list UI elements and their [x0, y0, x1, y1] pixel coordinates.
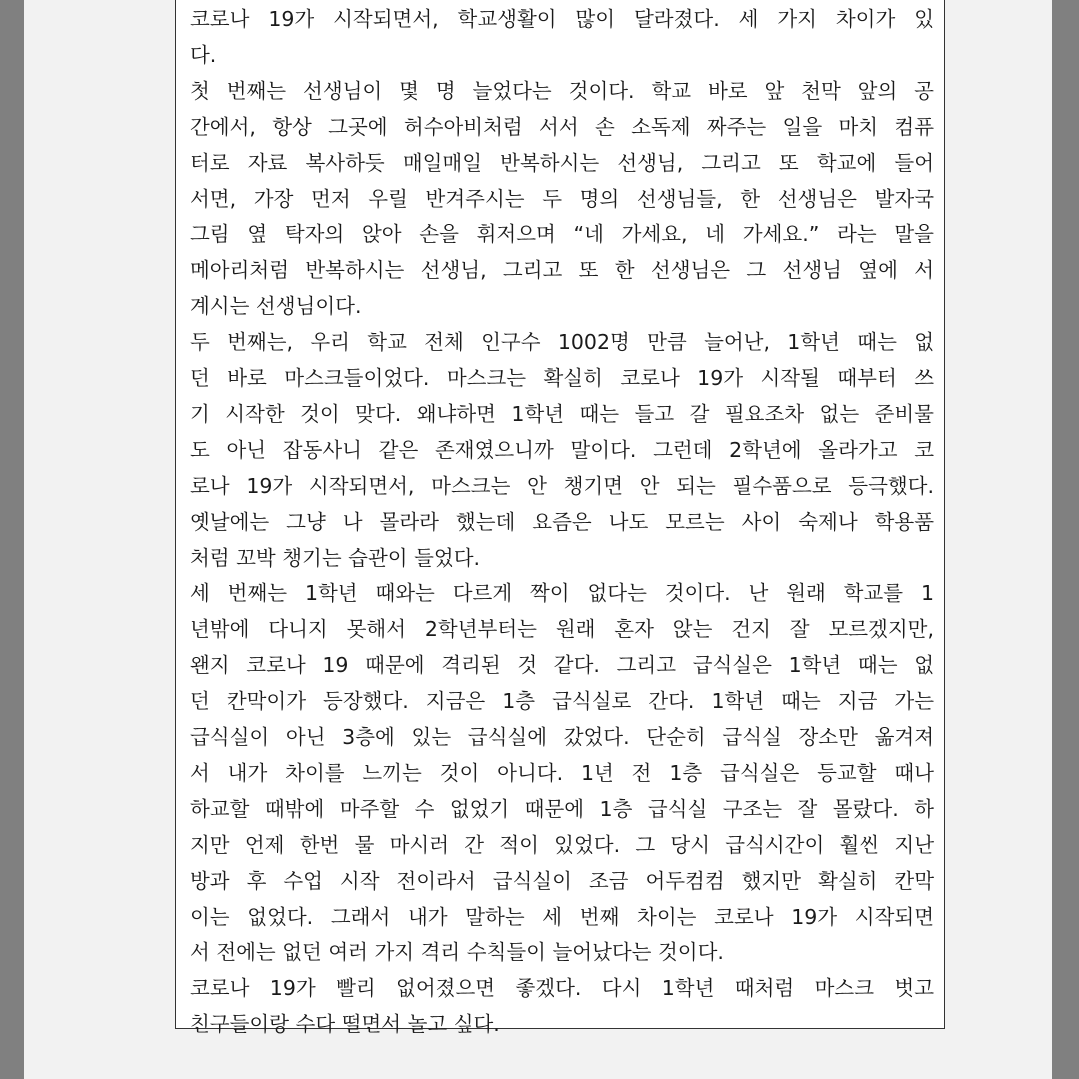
text-line: 메아리처럼 반복하시는 선생님, 그리고 또 한 선생님은 그 선생님 옆에 서	[190, 258, 934, 283]
text-line: 하교할 때밖에 마주할 수 없었기 때문에 1층 급식실 구조는 잘 몰랐다. 하	[190, 796, 934, 821]
text-line: 서 내가 차이를 느끼는 것이 아니다. 1년 전 1층 급식실은 등교할 때나	[190, 760, 934, 785]
essay-text-box	[175, 0, 945, 1037]
text-line: 두 번째는, 우리 학교 전체 인구수 1002명 만큼 늘어난, 1학년 때는 없	[190, 330, 934, 355]
text-line: 친구들이랑 수다 떨면서 놀고 싶다.	[190, 1012, 500, 1037]
text-line: 처럼 꼬박 챙기는 습관이 들었다.	[190, 545, 481, 570]
text-line: 세 번째는 1학년 때와는 다르게 짝이 없다는 것이다. 난 원래 학교를 1	[190, 581, 934, 606]
text-line: 그림 옆 탁자의 앉아 손을 휘저으며 “네 가세요, 네 가세요.” 라는 말을	[190, 222, 934, 247]
text-line: 코로나 19가 빨리 없어졌으면 좋겠다. 다시 1학년 때처럼 마스크 벗고	[190, 976, 934, 1001]
text-line: 계시는 선생님이다.	[190, 294, 362, 319]
viewer-right-margin	[1052, 0, 1079, 1079]
text-line: 서 전에는 없던 여러 가지 격리 수칙들이 늘어났다는 것이다.	[190, 940, 724, 965]
text-line: 첫 번째는 선생님이 몇 명 늘었다는 것이다. 학교 바로 앞 천막 앞의 공	[190, 78, 934, 103]
text-line: 급식실이 아닌 3층에 있는 급식실에 갔었다. 단순히 급식실 장소만 옮겨져	[190, 725, 934, 749]
text-line: 기 시작한 것이 맞다. 왜냐하면 1학년 때는 들고 갈 필요조차 없는 준비물	[190, 401, 934, 426]
text-line: 년밖에 다니지 못해서 2학년부터는 원래 혼자 앉는 건지 잘 모르겠지만,	[190, 617, 934, 642]
text-line: 도 아닌 잡동사니 같은 존재였으니까 말이다. 그런데 2학년에 올라가고 코	[190, 437, 934, 462]
viewer-left-margin	[0, 0, 24, 1079]
page-area[interactable]	[24, 0, 1052, 1079]
text-line: 서면, 가장 먼저 우릴 반겨주시는 두 명의 선생님들, 한 선생님은 발자국	[190, 186, 934, 211]
text-line: 이는 없었다. 그래서 내가 말하는 세 번째 차이는 코로나 19가 시작되면	[190, 904, 934, 929]
text-line: 로나 19가 시작되면서, 마스크는 안 챙기면 안 되는 필수품으로 등극했다.	[190, 473, 934, 498]
text-line: 다.	[190, 42, 217, 67]
text-line: 왠지 코로나 19 때문에 격리된 것 같다. 그리고 급식실은 1학년 때는 없	[190, 653, 934, 678]
text-line: 터로 자료 복사하듯 매일매일 반복하시는 선생님, 그리고 또 학교에 들어	[190, 150, 934, 175]
text-line: 던 칸막이가 등장했다. 지금은 1층 급식실로 간다. 1학년 때는 지금 가는	[190, 689, 934, 714]
text-line: 옛날에는 그냥 나 몰라라 했는데 요즘은 나도 모르는 사이 숙제나 학용품	[190, 509, 934, 534]
text-line: 간에서, 항상 그곳에 허수아비처럼 서서 손 소독제 짜주는 일을 마치 컴퓨	[190, 114, 934, 139]
text-line: 방과 후 수업 시작 전이라서 급식실이 조금 어두컴컴 했지만 확실히 칸막	[190, 868, 934, 893]
text-line: 지만 언제 한번 물 마시러 간 적이 있었다. 그 당시 급식시간이 훨씬 지난	[190, 832, 934, 857]
text-line: 던 바로 마스크들이었다. 마스크는 확실히 코로나 19가 시작될 때부터 쓰	[190, 366, 934, 390]
text-line: 코로나 19가 시작되면서, 학교생활이 많이 달라졌다. 세 가지 차이가 있	[190, 7, 934, 31]
